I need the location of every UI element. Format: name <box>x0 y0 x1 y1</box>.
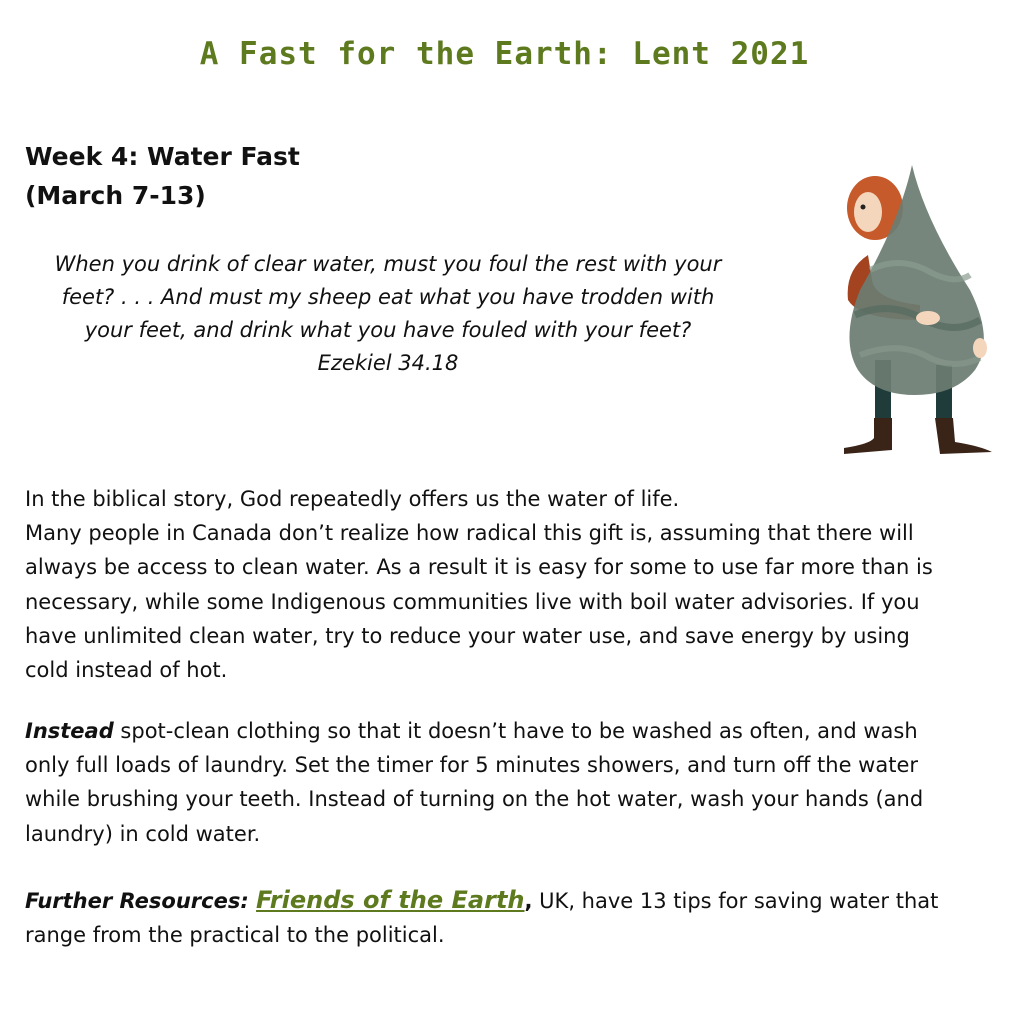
text-line: cold instead of hot. <box>25 658 228 683</box>
face-shape <box>854 192 882 232</box>
text-line: necessary, while some Indigenous communities live with boil water advisories. If you <box>25 589 920 614</box>
text-line: laundry) in cold water. <box>25 821 261 846</box>
text-fragment: UK, have 13 tips for saving water that <box>532 889 939 913</box>
person-carrying-water-drop-illustration <box>830 160 1000 460</box>
quote-line: When you drink of clear water, must you foul the rest with your <box>54 252 722 276</box>
instead-lead: Instead <box>25 719 114 743</box>
text-line <box>25 883 985 918</box>
text-line <box>25 714 985 748</box>
friends-of-the-earth-link[interactable]: Friends of the Earth <box>256 886 525 914</box>
quote-line: your feet, and drink what you have fouled with your feet? <box>84 318 692 342</box>
paragraph-resources <box>25 883 985 952</box>
quote-citation: Ezekiel 34.18 <box>317 351 459 375</box>
paragraph-intro <box>25 482 985 687</box>
week-heading <box>25 137 300 215</box>
link-comma: , <box>524 889 533 913</box>
right-boot <box>935 418 992 454</box>
quote-line: feet? . . . And must my sheep eat what you have trodden with <box>61 285 715 309</box>
week-title: Week 4: Water Fast <box>25 142 300 171</box>
left-boot <box>844 418 892 454</box>
text-line: always be access to clean water. As a result it is easy for some to use far more than is <box>25 555 933 580</box>
back-hand <box>973 338 987 358</box>
text-line: have unlimited clean water, try to reduce your water use, and save energy by using <box>25 623 910 648</box>
text-line: range from the practical to the political. <box>25 923 445 948</box>
paragraph-instead <box>25 714 985 851</box>
resources-lead: Further Resources: <box>25 889 257 913</box>
text-line: In the biblical story, God repeatedly offers us the water of life. <box>25 487 680 511</box>
text-fragment: spot-clean clothing so that it doesn’t have to be washed as often, and wash <box>113 719 918 743</box>
text-line: Many people in Canada don’t realize how radical this gift is, assuming that there will <box>25 521 914 546</box>
week-dates: (March 7-13) <box>25 181 206 210</box>
text-line: while brushing your teeth. Instead of turning on the hot water, wash your hands (and <box>25 787 924 812</box>
eye-shape <box>861 205 866 210</box>
text-line: only full loads of laundry. Set the timer for 5 minutes showers, and turn off the water <box>25 753 919 778</box>
scripture-quote <box>0 248 776 380</box>
page-title: A Fast for the Earth: Lent 2021 <box>199 36 810 72</box>
front-hand <box>916 311 940 325</box>
